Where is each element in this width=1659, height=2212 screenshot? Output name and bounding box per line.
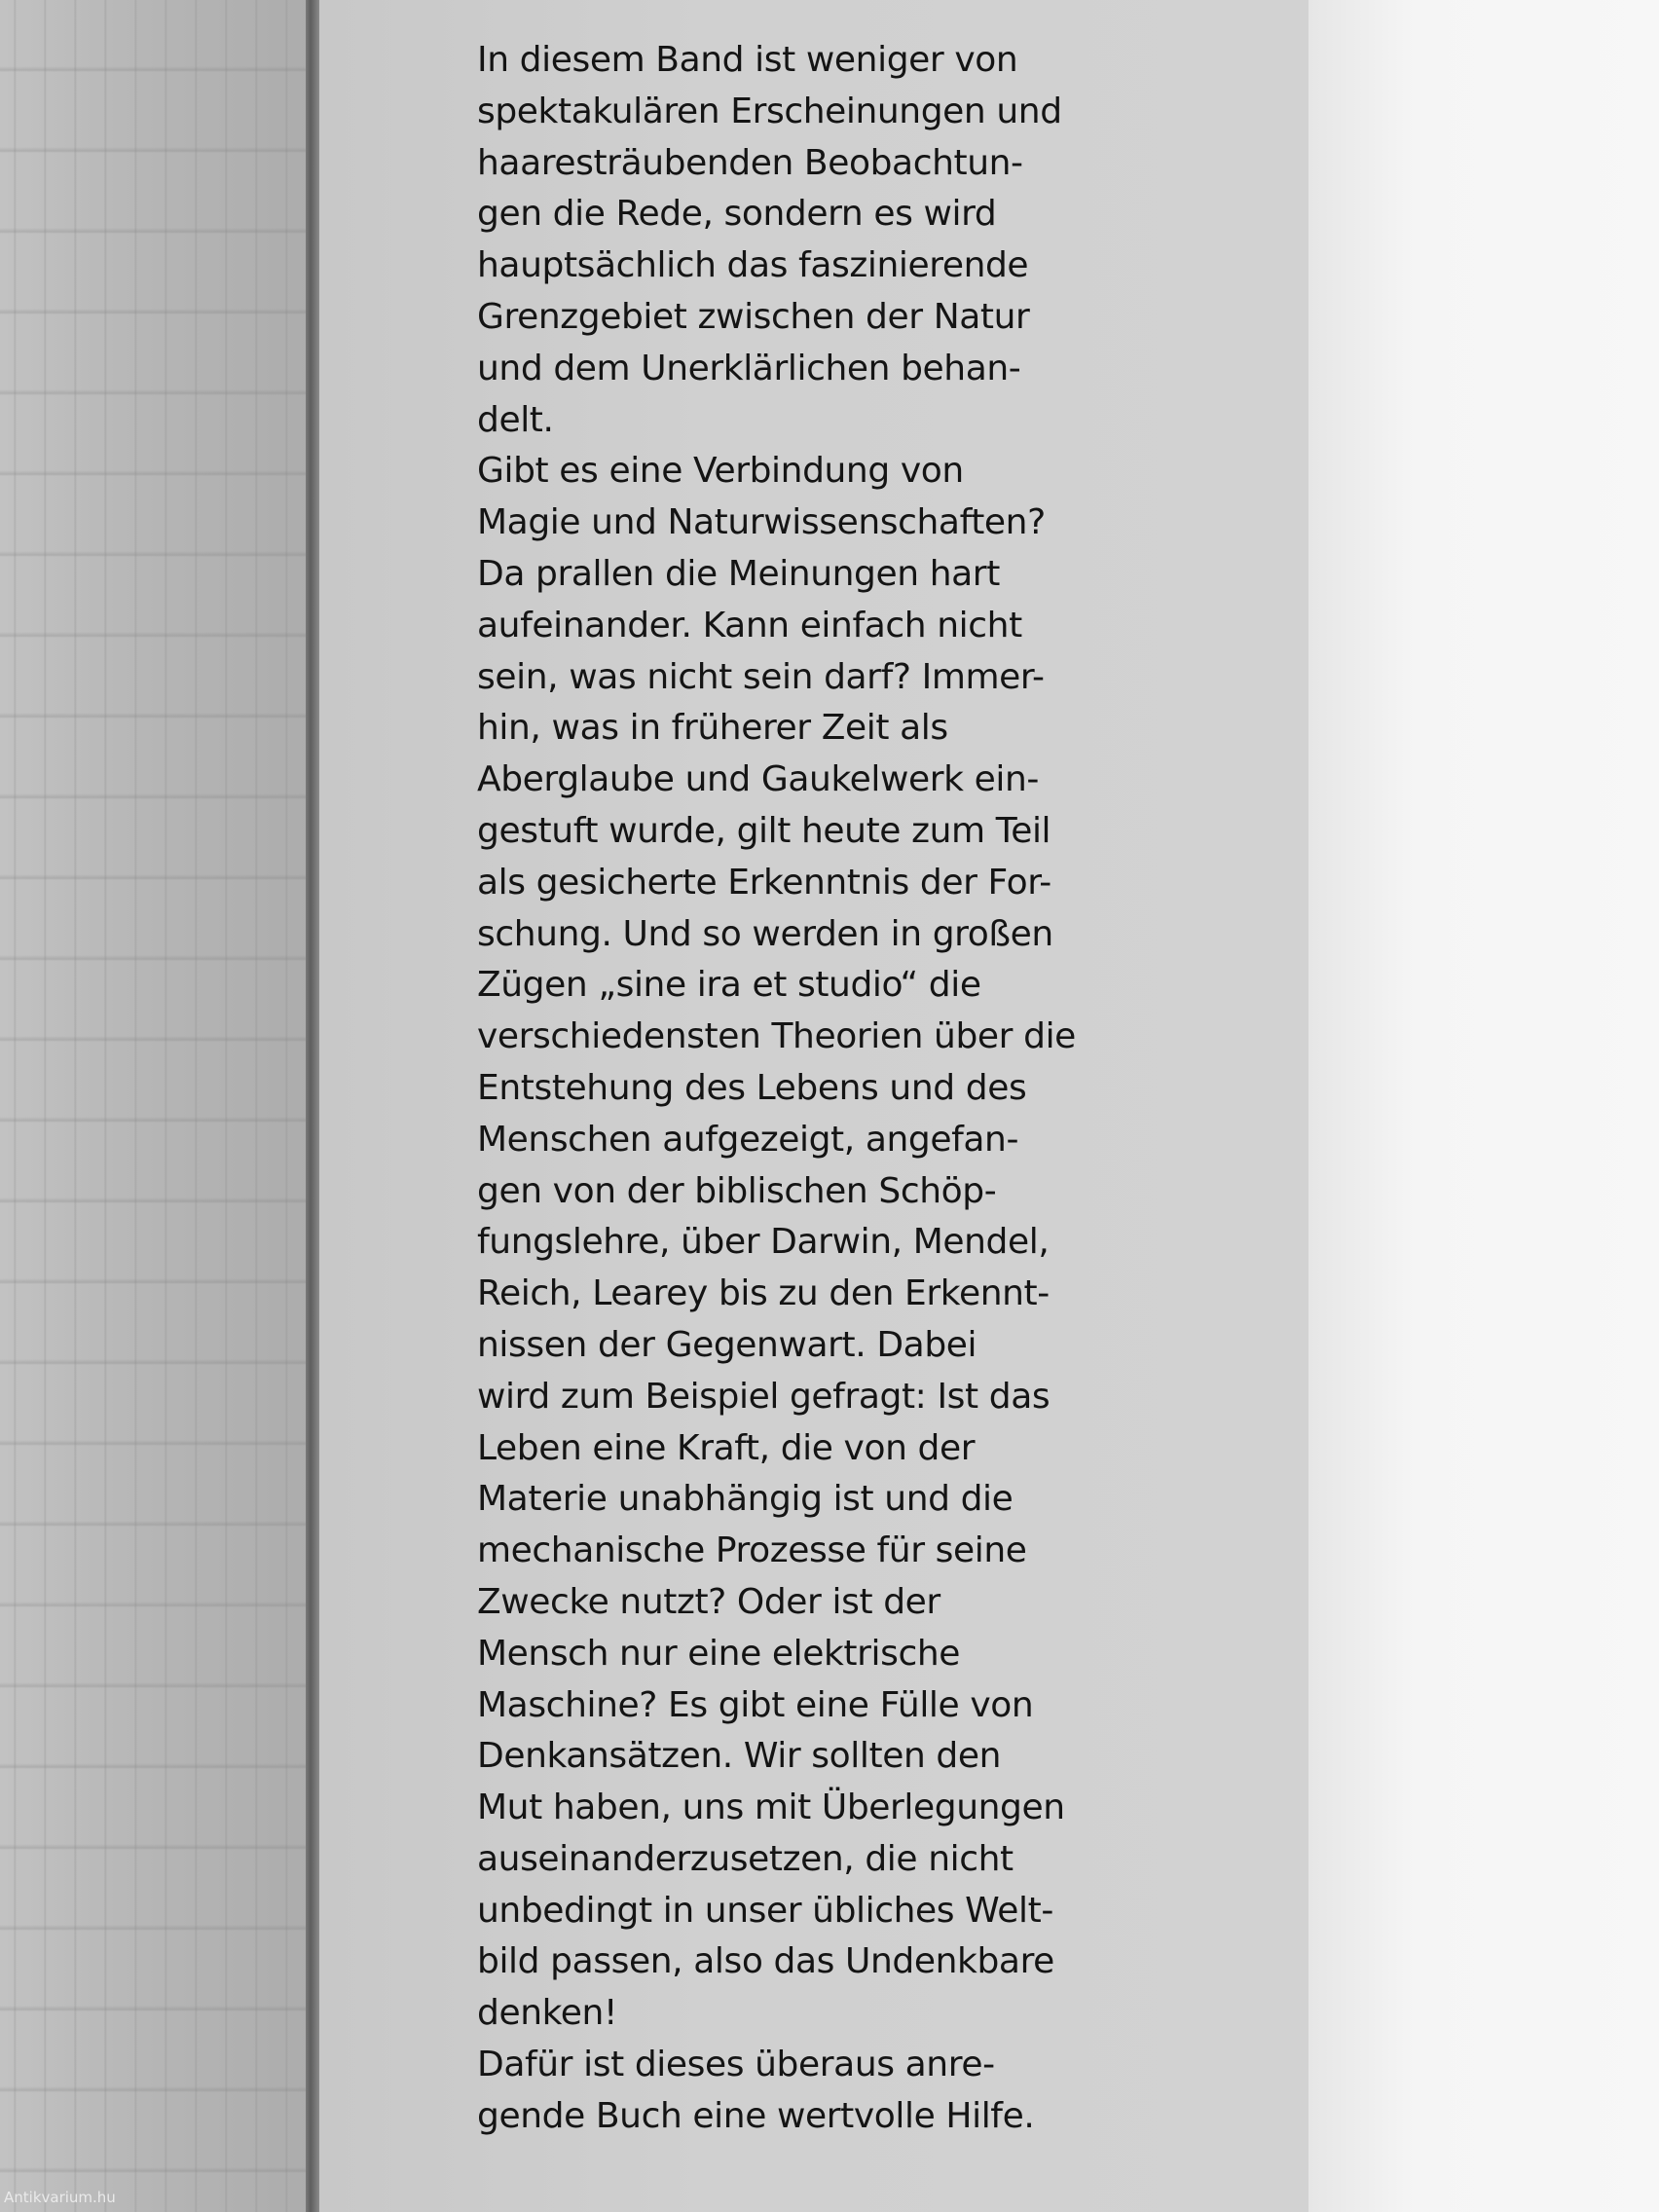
blurb-line: Magie und Naturwissenschaften? [477,502,1046,543]
blurb-line: aufeinander. Kann einfach nicht [477,605,1022,645]
blurb-line: Zügen „sine ira et studio“ die [477,965,981,1006]
blurb-line: Dafür ist dieses überaus anre- [477,2045,995,2085]
blurb-line: verschiedensten Theorien über die [477,1016,1076,1057]
blurb-line: Entstehung des Lebens und des [477,1067,1027,1108]
watermark: Antikvarium.hu [4,2189,116,2206]
blurb-line: fungslehre, über Darwin, Mendel, [477,1222,1050,1263]
blurb-line: In diesem Band ist weniger von [477,40,1018,80]
blurb-line: denken! [477,1993,617,2034]
wood-background [0,0,313,2212]
blurb-line: und dem Unerklärlichen behan- [477,348,1021,388]
blurb-line: wird zum Beispiel gefragt: Ist das [477,1376,1051,1417]
blurb-line: gen von der biblischen Schöp- [477,1170,997,1211]
blurb-line: Maschine? Es gibt eine Fülle von [477,1684,1034,1725]
blurb-line: unbedingt in unser übliches Welt- [477,1890,1053,1931]
blurb-line: haaresträubenden Beobachtun- [477,142,1023,183]
blurb-line: Denkansätzen. Wir sollten den [477,1736,1002,1777]
blurb-line: hauptsächlich das faszinierende [477,245,1029,286]
blurb-line: schung. Und so werden in großen [477,913,1053,954]
blurb-line: sein, was nicht sein darf? Immer- [477,656,1045,697]
blurb-line: Leben eine Kraft, die von der [477,1427,976,1468]
blurb-line: Mut haben, uns mit Überlegungen [477,1788,1065,1828]
blurb-line: gende Buch eine wertvolle Hilfe. [477,2095,1035,2136]
blurb-line: Grenzgebiet zwischen der Natur [477,296,1030,337]
blurb-line: spektakulären Erscheinungen und [477,91,1062,131]
blurb-line: Materie unabhängig ist und die [477,1479,1014,1520]
book-edge [306,0,319,2212]
blurb-line: gen die Rede, sondern es wird [477,194,997,235]
blurb-line: als gesicherte Erkenntnis der For- [477,862,1051,903]
blurb-line: Aberglaube und Gaukelwerk ein- [477,759,1040,800]
blurb-line: hin, was in früherer Zeit als [477,708,948,749]
blurb-line: Mensch nur eine elektrische [477,1633,961,1674]
blurb-line: Zwecke nutzt? Oder ist der [477,1581,940,1622]
cover-blurb [477,35,1076,2143]
blurb-line: nissen der Gegenwart. Dabei [477,1324,977,1365]
blurb-line: bild passen, also das Undenkbare [477,1941,1054,1982]
blurb-line: Da prallen die Meinungen hart [477,553,1000,594]
blurb-line: Gibt es eine Verbindung von [477,451,964,492]
light-backdrop [1309,0,1659,2212]
blurb-line: Menschen aufgezeigt, angefan- [477,1119,1019,1160]
blurb-line: mechanische Prozesse für seine [477,1530,1027,1571]
blurb-line: Reich, Learey bis zu den Erkennt- [477,1273,1050,1314]
blurb-line: gestuft wurde, gilt heute zum Teil [477,810,1051,851]
blurb-line: delt. [477,399,554,440]
blurb-line: auseinanderzusetzen, die nicht [477,1838,1014,1879]
